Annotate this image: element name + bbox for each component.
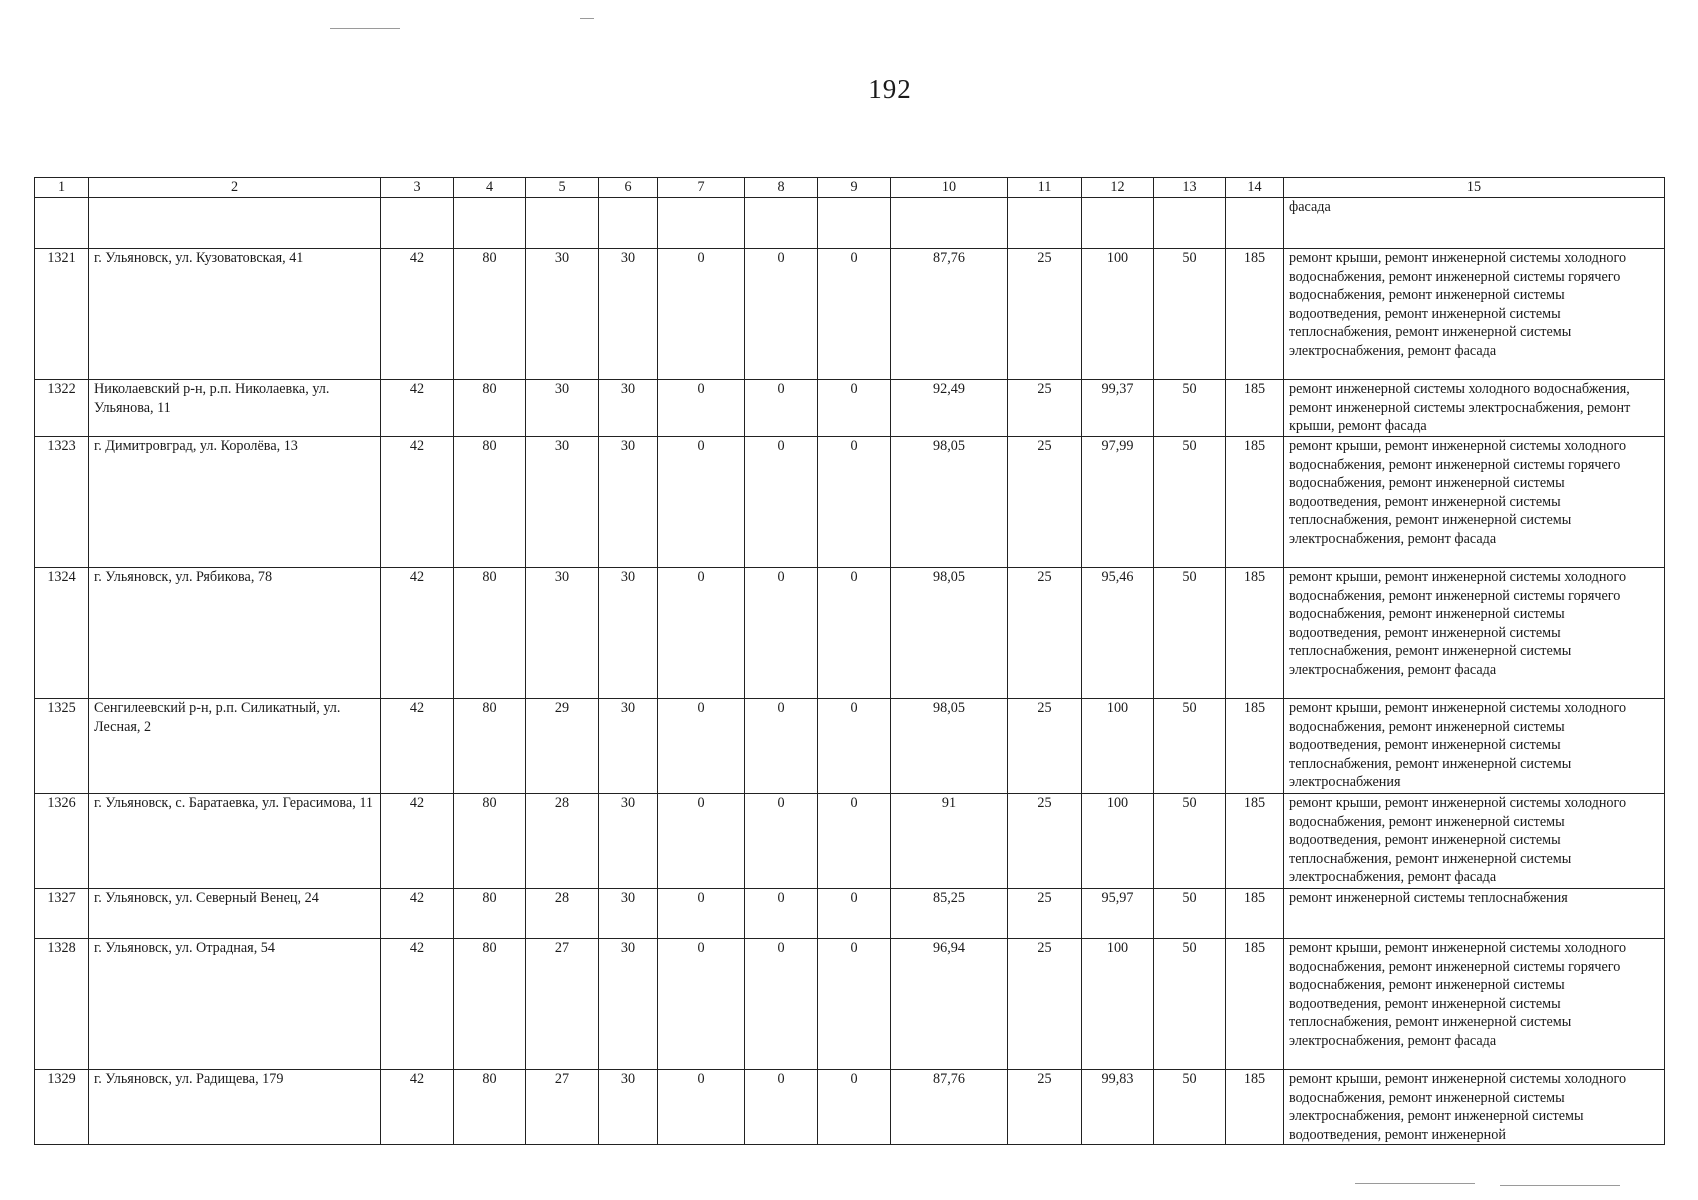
value-cell-c11: 25 [1008, 794, 1082, 889]
value-cell-c3: 42 [381, 568, 454, 699]
works-cell: ремонт крыши, ремонт инженерной системы холодного водоснабжения, ремонт инженерной системы горячего водоснабжения, ремонт инженерной системы водоотведения, ремонт инженерной системы теплоснабжения, ремонт инженерной системы электроснабжения, ремонт фасада [1284, 568, 1665, 699]
value-cell-c12: 100 [1082, 699, 1154, 794]
value-cell-c9: 0 [818, 889, 891, 939]
column-header: 10 [891, 178, 1008, 198]
value-cell-c5: 29 [526, 699, 599, 794]
address-cell: г. Ульяновск, с. Баратаевка, ул. Герасимова, 11 [89, 794, 381, 889]
column-header: 2 [89, 178, 381, 198]
value-cell-c14: 185 [1226, 1070, 1284, 1145]
address-cell: Николаевский р-н, р.п. Николаевка, ул. Ульянова, 11 [89, 380, 381, 437]
table-row [35, 249, 1665, 380]
value-cell-c8: 0 [745, 939, 818, 1070]
value-cell-c13: 50 [1154, 794, 1226, 889]
value-cell-c13: 50 [1154, 249, 1226, 380]
value-cell-c5: 27 [526, 1070, 599, 1145]
column-header: 11 [1008, 178, 1082, 198]
value-cell-c9: 0 [818, 939, 891, 1070]
value-cell-c13: 50 [1154, 437, 1226, 568]
table-row [35, 380, 1665, 437]
value-cell-c11: 25 [1008, 568, 1082, 699]
value-cell-c14: 185 [1226, 249, 1284, 380]
value-cell-c8: 0 [745, 568, 818, 699]
value-cell-c6: 30 [599, 939, 658, 1070]
column-header: 9 [818, 178, 891, 198]
value-cell-c12: 100 [1082, 939, 1154, 1070]
value-cell-c4: 80 [454, 249, 526, 380]
value-cell-c8: 0 [745, 699, 818, 794]
value-cell-c3: 42 [381, 249, 454, 380]
value-cell-c14: 185 [1226, 794, 1284, 889]
value-cell-c9: 0 [818, 437, 891, 568]
value-cell-c9: 0 [818, 249, 891, 380]
column-header: 8 [745, 178, 818, 198]
value-cell-c6: 30 [599, 249, 658, 380]
row-number-cell: 1326 [35, 794, 89, 889]
value-cell-c9: 0 [818, 568, 891, 699]
value-cell-c5: 30 [526, 437, 599, 568]
value-cell-c7: 0 [658, 699, 745, 794]
table-row [35, 437, 1665, 568]
value-cell-c4: 80 [454, 939, 526, 1070]
table-row [35, 568, 1665, 699]
value-cell-c12: 100 [1082, 249, 1154, 380]
value-cell-c13: 50 [1154, 568, 1226, 699]
works-cell: ремонт инженерной системы холодного водоснабжения, ремонт инженерной системы электроснабжения, ремонт крыши, ремонт фасада [1284, 380, 1665, 437]
value-cell-c13: 50 [1154, 1070, 1226, 1145]
works-cell: ремонт крыши, ремонт инженерной системы холодного водоснабжения, ремонт инженерной системы водоотведения, ремонт инженерной системы теплоснабжения, ремонт инженерной системы электроснабжения, ремонт фасада [1284, 794, 1665, 889]
value-cell-c10: 98,05 [891, 437, 1008, 568]
value-cell-c6: 30 [599, 794, 658, 889]
column-header: 15 [1284, 178, 1665, 198]
column-header: 7 [658, 178, 745, 198]
table-row [35, 939, 1665, 1070]
row-number-cell: 1321 [35, 249, 89, 380]
value-cell-c7: 0 [658, 380, 745, 437]
row-number-cell: 1322 [35, 380, 89, 437]
value-cell-c10: 98,05 [891, 699, 1008, 794]
repair-schedule-table [34, 177, 1665, 1145]
value-cell-c3: 42 [381, 380, 454, 437]
value-cell-c10: 91 [891, 794, 1008, 889]
column-header: 1 [35, 178, 89, 198]
value-cell-c6: 30 [599, 1070, 658, 1145]
value-cell-c8: 0 [745, 1070, 818, 1145]
value-cell-c6: 30 [599, 380, 658, 437]
value-cell-c11: 25 [1008, 1070, 1082, 1145]
works-cell: ремонт крыши, ремонт инженерной системы холодного водоснабжения, ремонт инженерной системы горячего водоснабжения, ремонт инженерной системы водоотведения, ремонт инженерной системы теплоснабжения, ремонт инженерной системы электроснабжения, ремонт фасада [1284, 249, 1665, 380]
column-header: 5 [526, 178, 599, 198]
column-header: 4 [454, 178, 526, 198]
value-cell-c12: 99,83 [1082, 1070, 1154, 1145]
value-cell-c6: 30 [599, 699, 658, 794]
column-header: 3 [381, 178, 454, 198]
column-header: 13 [1154, 178, 1226, 198]
value-cell-c9: 0 [818, 699, 891, 794]
column-header: 12 [1082, 178, 1154, 198]
scan-speck [1355, 1183, 1475, 1184]
value-cell-c5: 30 [526, 568, 599, 699]
works-cell: ремонт крыши, ремонт инженерной системы холодного водоснабжения, ремонт инженерной системы водоотведения, ремонт инженерной системы теплоснабжения, ремонт инженерной системы электроснабжения [1284, 699, 1665, 794]
value-cell-c11: 25 [1008, 437, 1082, 568]
works-cell: ремонт крыши, ремонт инженерной системы холодного водоснабжения, ремонт инженерной системы горячего водоснабжения, ремонт инженерной системы водоотведения, ремонт инженерной системы теплоснабжения, ремонт инженерной системы электроснабжения, ремонт фасада [1284, 437, 1665, 568]
value-cell-c3: 42 [381, 437, 454, 568]
table-row [35, 794, 1665, 889]
column-number-row [35, 178, 1665, 198]
value-cell-c7: 0 [658, 794, 745, 889]
works-cell: ремонт крыши, ремонт инженерной системы холодного водоснабжения, ремонт инженерной системы горячего водоснабжения, ремонт инженерной системы водоотведения, ремонт инженерной системы теплоснабжения, ремонт инженерной системы электроснабжения, ремонт фасада [1284, 939, 1665, 1070]
value-cell-c14: 185 [1226, 939, 1284, 1070]
value-cell-c11: 25 [1008, 249, 1082, 380]
value-cell-c5: 28 [526, 794, 599, 889]
value-cell-c12: 97,99 [1082, 437, 1154, 568]
value-cell-c6: 30 [599, 889, 658, 939]
value-cell-c11: 25 [1008, 699, 1082, 794]
column-header: 14 [1226, 178, 1284, 198]
value-cell-c5: 30 [526, 249, 599, 380]
value-cell-c12: 95,46 [1082, 568, 1154, 699]
row-number-cell: 1329 [35, 1070, 89, 1145]
value-cell-c9: 0 [818, 794, 891, 889]
value-cell-c3: 42 [381, 939, 454, 1070]
value-cell-c3: 42 [381, 699, 454, 794]
value-cell-c8: 0 [745, 794, 818, 889]
value-cell-c4: 80 [454, 380, 526, 437]
value-cell-c3: 42 [381, 889, 454, 939]
table-row [35, 1070, 1665, 1145]
value-cell-c7: 0 [658, 1070, 745, 1145]
works-cell: ремонт инженерной системы теплоснабжения [1284, 889, 1665, 939]
value-cell-c5: 28 [526, 889, 599, 939]
value-cell-c6: 30 [599, 568, 658, 699]
value-cell-c11: 25 [1008, 939, 1082, 1070]
value-cell-c8: 0 [745, 249, 818, 380]
value-cell-c7: 0 [658, 889, 745, 939]
address-cell: г. Ульяновск, ул. Радищева, 179 [89, 1070, 381, 1145]
value-cell-c10: 98,05 [891, 568, 1008, 699]
value-cell-c9: 0 [818, 1070, 891, 1145]
value-cell-c7: 0 [658, 568, 745, 699]
value-cell-c4: 80 [454, 889, 526, 939]
value-cell-c5: 30 [526, 380, 599, 437]
address-cell: г. Ульяновск, ул. Северный Венец, 24 [89, 889, 381, 939]
address-cell: г. Ульяновск, ул. Кузоватовская, 41 [89, 249, 381, 380]
value-cell-c13: 50 [1154, 380, 1226, 437]
table-row [35, 699, 1665, 794]
address-cell: г. Ульяновск, ул. Рябикова, 78 [89, 568, 381, 699]
value-cell-c4: 80 [454, 437, 526, 568]
value-cell-c13: 50 [1154, 939, 1226, 1070]
scan-speck [1500, 1185, 1620, 1186]
value-cell-c3: 42 [381, 1070, 454, 1145]
value-cell-c10: 87,76 [891, 1070, 1008, 1145]
value-cell-c10: 87,76 [891, 249, 1008, 380]
value-cell-c8: 0 [745, 437, 818, 568]
value-cell-c12: 95,97 [1082, 889, 1154, 939]
address-cell: г. Димитровград, ул. Королёва, 13 [89, 437, 381, 568]
value-cell-c14: 185 [1226, 437, 1284, 568]
value-cell-c11: 25 [1008, 889, 1082, 939]
value-cell-c4: 80 [454, 1070, 526, 1145]
row-number-cell: 1328 [35, 939, 89, 1070]
value-cell-c4: 80 [454, 794, 526, 889]
scan-speck [330, 28, 400, 29]
row-number-cell: 1323 [35, 437, 89, 568]
address-cell: г. Ульяновск, ул. Отрадная, 54 [89, 939, 381, 1070]
value-cell-c14: 185 [1226, 568, 1284, 699]
value-cell-c5: 27 [526, 939, 599, 1070]
value-cell-c14: 185 [1226, 889, 1284, 939]
value-cell-c13: 50 [1154, 889, 1226, 939]
column-header: 6 [599, 178, 658, 198]
value-cell-c7: 0 [658, 437, 745, 568]
row-number-cell: 1324 [35, 568, 89, 699]
scan-speck [580, 18, 594, 19]
value-cell-c10: 85,25 [891, 889, 1008, 939]
value-cell-c14: 185 [1226, 380, 1284, 437]
value-cell-c11: 25 [1008, 380, 1082, 437]
value-cell-c6: 30 [599, 437, 658, 568]
value-cell-c10: 92,49 [891, 380, 1008, 437]
value-cell-c14: 185 [1226, 699, 1284, 794]
works-cell: ремонт крыши, ремонт инженерной системы холодного водоснабжения, ремонт инженерной системы электроснабжения, ремонт инженерной системы водоотведения, ремонт инженерной [1284, 1070, 1665, 1145]
value-cell-c7: 0 [658, 939, 745, 1070]
table-row [35, 889, 1665, 939]
value-cell-c10: 96,94 [891, 939, 1008, 1070]
value-cell-c12: 100 [1082, 794, 1154, 889]
value-cell-c8: 0 [745, 380, 818, 437]
value-cell-c8: 0 [745, 889, 818, 939]
value-cell-c4: 80 [454, 699, 526, 794]
value-cell-c3: 42 [381, 794, 454, 889]
address-cell: Сенгилеевский р-н, р.п. Силикатный, ул. Лесная, 2 [89, 699, 381, 794]
value-cell-c9: 0 [818, 380, 891, 437]
continuation-row [35, 198, 1665, 249]
value-cell-c4: 80 [454, 568, 526, 699]
page-number: 192 [868, 74, 912, 104]
row-number-cell: 1327 [35, 889, 89, 939]
value-cell-c13: 50 [1154, 699, 1226, 794]
value-cell-c12: 99,37 [1082, 380, 1154, 437]
row-number-cell: 1325 [35, 699, 89, 794]
works-cell: фасада [1284, 198, 1665, 249]
value-cell-c7: 0 [658, 249, 745, 380]
